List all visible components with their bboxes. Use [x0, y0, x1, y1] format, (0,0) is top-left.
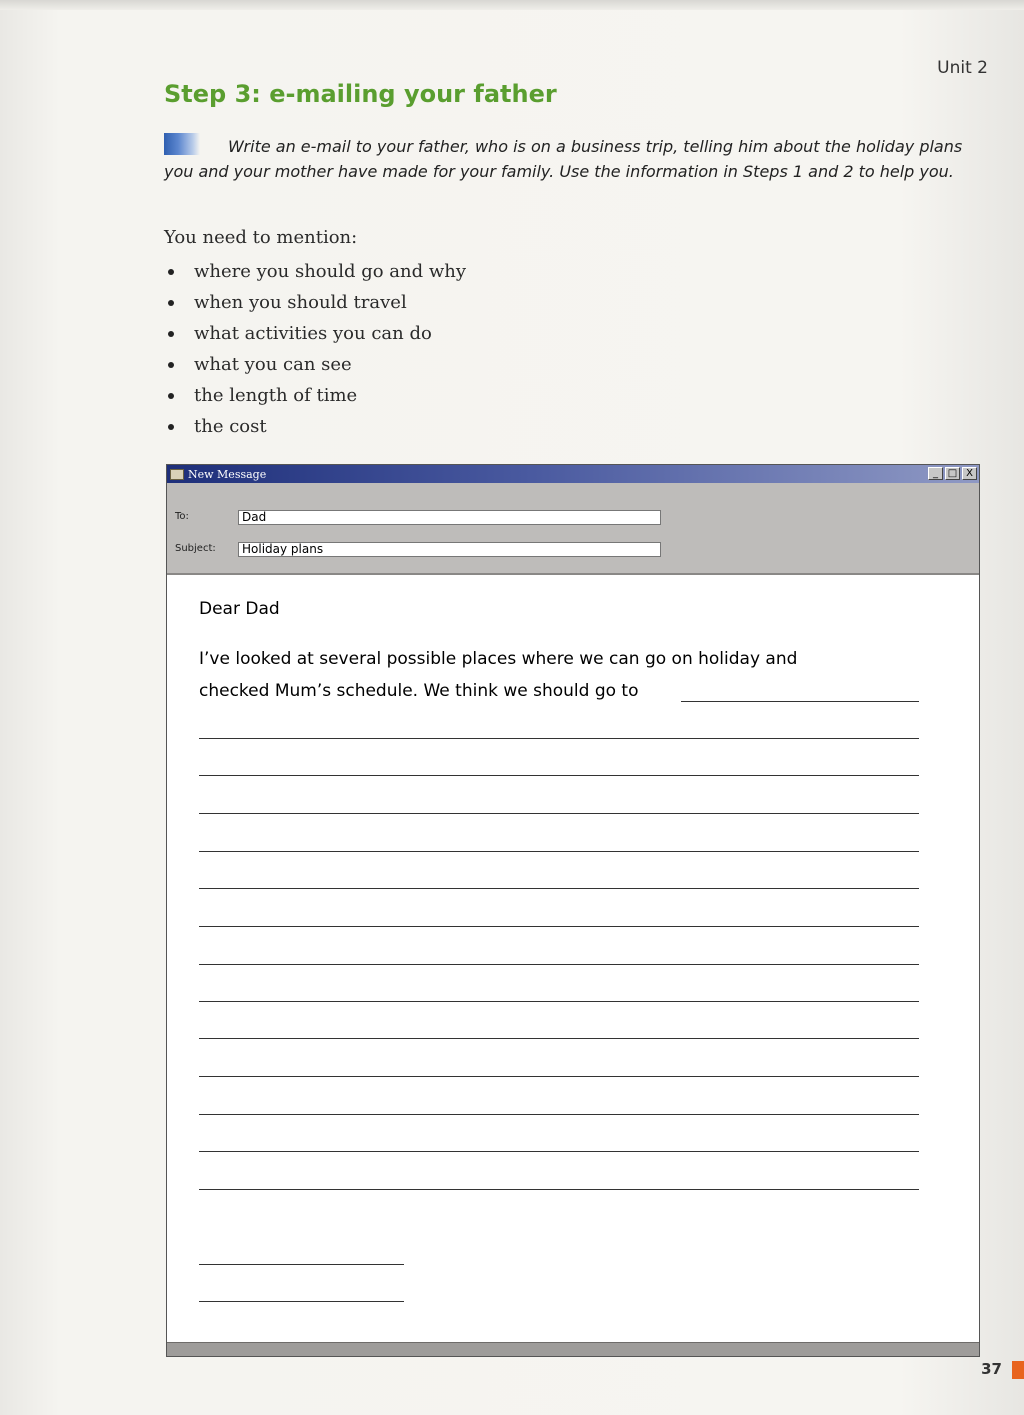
list-item: what you can see [164, 349, 466, 380]
writing-line [199, 1038, 919, 1039]
email-window [166, 464, 980, 1357]
list-item: when you should travel [164, 287, 466, 318]
mention-heading: You need to mention: [164, 227, 358, 248]
writing-line [199, 1151, 919, 1152]
bullet-icon [168, 362, 174, 368]
maximize-button[interactable]: □ [945, 467, 960, 480]
list-item: where you should go and why [164, 256, 466, 287]
writing-line [199, 813, 919, 814]
window-controls [928, 467, 977, 480]
instruction-icon [164, 133, 200, 155]
list-item: the length of time [164, 380, 466, 411]
writing-line [199, 775, 919, 776]
writing-line [199, 964, 919, 965]
subject-label: Subject: [175, 543, 216, 554]
page-number: 37 [981, 1360, 1002, 1378]
to-field[interactable]: Dad [238, 510, 661, 525]
writing-line [199, 1076, 919, 1077]
status-bar [167, 1342, 979, 1356]
writing-line [199, 926, 919, 927]
page-top-edge [0, 0, 1024, 10]
writing-line [199, 1001, 919, 1002]
close-button[interactable]: X [962, 467, 977, 480]
signature-line [199, 1264, 404, 1265]
minimize-button[interactable]: _ [928, 467, 943, 480]
mention-list [164, 256, 466, 442]
writing-line [199, 738, 919, 739]
envelope-icon [170, 469, 184, 480]
writing-line [199, 1114, 919, 1115]
instruction-text: Write an e-mail to your father, who is on a business trip, telling him about the holiday plans you and your mother have made for your family. Use the information in Steps 1 and 2 to help you. [164, 137, 963, 181]
message-body[interactable] [169, 575, 977, 1343]
unit-label: Unit 2 [937, 58, 988, 78]
instruction [164, 133, 986, 184]
page-tab-marker [1012, 1361, 1024, 1379]
bullet-icon [168, 331, 174, 337]
bullet-icon [168, 300, 174, 306]
greeting-text: Dear Dad [199, 599, 280, 619]
bullet-icon [168, 393, 174, 399]
subject-field[interactable]: Holiday plans [238, 542, 661, 557]
message-header [167, 483, 979, 575]
window-title: New Message [188, 467, 267, 481]
body-line-1: I’ve looked at several possible places where we can go on holiday and [199, 649, 798, 669]
writing-line [681, 701, 919, 702]
bullet-icon [168, 269, 174, 275]
writing-line [199, 1189, 919, 1190]
bullet-icon [168, 424, 174, 430]
list-item: what activities you can do [164, 318, 466, 349]
body-line-2: checked Mum’s schedule. We think we should go to [199, 681, 639, 701]
window-title-bar[interactable] [167, 465, 979, 483]
list-item: the cost [164, 411, 466, 442]
to-label: To: [175, 511, 189, 522]
writing-line [199, 888, 919, 889]
writing-line [199, 851, 919, 852]
step-title: Step 3: e-mailing your father [164, 80, 557, 108]
signature-line [199, 1301, 404, 1302]
